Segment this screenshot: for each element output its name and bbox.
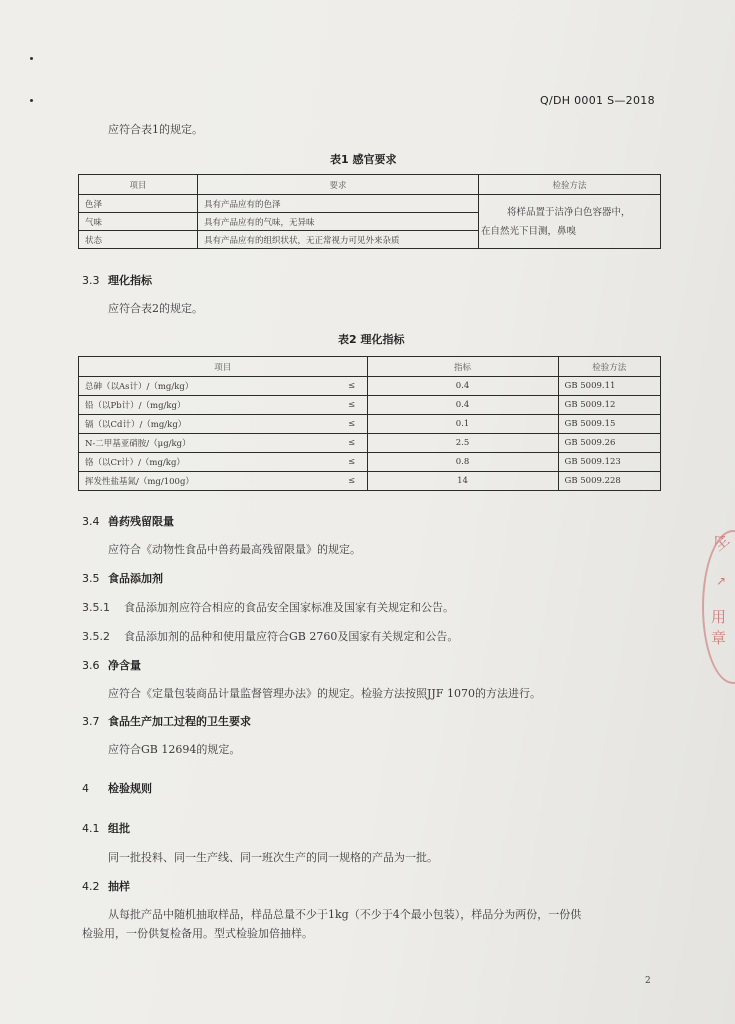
stamp-text: 用章 bbox=[711, 608, 727, 647]
section-body: 检验用，一份供复检备用。型式检验加倍抽样。 bbox=[82, 927, 313, 940]
scan-dot bbox=[30, 99, 33, 102]
section-body: 应符合GB 12694的规定。 bbox=[108, 743, 241, 756]
table-row bbox=[79, 377, 661, 396]
stamp-text: 全 bbox=[708, 529, 733, 555]
table1-cell-requirement: 具有产品应有的气味，无异味 bbox=[198, 213, 479, 231]
table2-title: 表2 理化指标 bbox=[338, 333, 405, 346]
subsection-body: 食品添加剂应符合相应的食品安全国家标准及国家有关规定和公告。 bbox=[124, 601, 454, 614]
subsection-number: 3.5.2 bbox=[82, 630, 110, 643]
table2-cell-op: ≤ bbox=[337, 415, 368, 434]
subsection bbox=[82, 599, 454, 615]
subsection bbox=[82, 628, 458, 644]
table-row bbox=[79, 396, 661, 415]
table2-cell-method: GB 5009.11 bbox=[558, 377, 660, 396]
table2-cell-item: 总砷（以As计）/（mg/kg） bbox=[79, 377, 337, 396]
subsection-body: 食品添加剂的品种和使用量应符合GB 2760及国家有关规定和公告。 bbox=[124, 630, 459, 643]
table1-method-line: 将样品置于洁净白色容器中， bbox=[507, 206, 631, 218]
section-title: 兽药残留限量 bbox=[108, 515, 174, 528]
section-title: 净含量 bbox=[108, 659, 141, 672]
sensory-table bbox=[78, 174, 661, 249]
standard-code: Q/DH 0001 S—2018 bbox=[540, 94, 655, 107]
table-row bbox=[79, 472, 661, 491]
table1-method-cell bbox=[479, 195, 661, 249]
table2-cell-op: ≤ bbox=[337, 434, 368, 453]
table2-cell-method: GB 5009.123 bbox=[558, 453, 660, 472]
table2-header-value: 指标 bbox=[367, 357, 558, 377]
section-number: 3.3 bbox=[82, 274, 100, 287]
section-heading bbox=[82, 272, 152, 288]
table2-cell-value: 0.4 bbox=[367, 377, 558, 396]
table-row bbox=[79, 195, 661, 213]
section-title: 理化指标 bbox=[108, 274, 152, 287]
section-title: 组批 bbox=[108, 822, 130, 835]
table1-method-line: 在自然光下目测，鼻嗅 bbox=[481, 225, 577, 237]
table2-cell-item: 铅（以Pb计）/（mg/kg） bbox=[79, 396, 337, 415]
table2-cell-item: 铬（以Cr计）/（mg/kg） bbox=[79, 453, 337, 472]
table1-cell-item: 气味 bbox=[79, 213, 198, 231]
physicochemical-table bbox=[78, 356, 661, 491]
table2-cell-value: 0.4 bbox=[367, 396, 558, 415]
table1-header-item: 项目 bbox=[79, 175, 198, 195]
chapter-heading bbox=[82, 780, 152, 796]
table2-cell-value: 2.5 bbox=[367, 434, 558, 453]
table2-cell-value: 14 bbox=[367, 472, 558, 491]
table2-cell-item: 挥发性盐基氮/（mg/100g） bbox=[79, 472, 337, 491]
table2-cell-op: ≤ bbox=[337, 377, 368, 396]
chapter-number: 4 bbox=[82, 782, 89, 795]
section-body: 应符合《定量包装商品计量监督管理办法》的规定。检验方法按照JJF 1070的方法进行。 bbox=[108, 687, 541, 700]
stamp-mark: ↗ bbox=[716, 574, 727, 588]
section-number: 3.7 bbox=[82, 715, 100, 728]
table2-cell-method: GB 5009.26 bbox=[558, 434, 660, 453]
table1-header-method: 检验方法 bbox=[479, 175, 661, 195]
table-row bbox=[79, 453, 661, 472]
table2-cell-op: ≤ bbox=[337, 396, 368, 415]
section-heading bbox=[82, 820, 130, 836]
table2-cell-item: N-二甲基亚硝胺/（μg/kg） bbox=[79, 434, 337, 453]
table2-header-item: 项目 bbox=[79, 357, 368, 377]
section-heading bbox=[82, 657, 141, 673]
table1-cell-requirement: 具有产品应有的色泽 bbox=[198, 195, 479, 213]
table1-title: 表1 感官要求 bbox=[330, 153, 397, 166]
section-number: 4.1 bbox=[82, 822, 100, 835]
table2-cell-value: 0.8 bbox=[367, 453, 558, 472]
section-body: 从每批产品中随机抽取样品，样品总量不少于1kg（不少于4个最小包装），样品分为两份，一份供 bbox=[108, 908, 582, 921]
page-number: 2 bbox=[645, 976, 651, 986]
section-title: 食品添加剂 bbox=[108, 572, 163, 585]
table-row bbox=[79, 434, 661, 453]
section-heading bbox=[82, 878, 130, 894]
section-number: 3.6 bbox=[82, 659, 100, 672]
chapter-title: 检验规则 bbox=[108, 782, 152, 795]
table2-cell-method: GB 5009.12 bbox=[558, 396, 660, 415]
section-heading bbox=[82, 513, 174, 529]
section-body: 应符合《动物性食品中兽药最高残留限量》的规定。 bbox=[108, 543, 361, 556]
section-heading bbox=[82, 713, 251, 729]
intro-line: 应符合表1的规定。 bbox=[108, 123, 203, 136]
scan-dot bbox=[30, 57, 33, 60]
section-title: 抽样 bbox=[108, 880, 130, 893]
table2-cell-value: 0.1 bbox=[367, 415, 558, 434]
table1-cell-requirement: 具有产品应有的组织状状，无正常视力可见外来杂质 bbox=[198, 231, 479, 249]
table2-cell-item: 镉（以Cd计）/（mg/kg） bbox=[79, 415, 337, 434]
section-heading bbox=[82, 570, 163, 586]
table2-cell-method: GB 5009.228 bbox=[558, 472, 660, 491]
table2-cell-method: GB 5009.15 bbox=[558, 415, 660, 434]
table1-cell-item: 色泽 bbox=[79, 195, 198, 213]
section-title: 食品生产加工过程的卫生要求 bbox=[108, 715, 251, 728]
section-number: 4.2 bbox=[82, 880, 100, 893]
table2-cell-op: ≤ bbox=[337, 453, 368, 472]
section-number: 3.5 bbox=[82, 572, 100, 585]
table1-header-requirement: 要求 bbox=[198, 175, 479, 195]
subsection-number: 3.5.1 bbox=[82, 601, 110, 614]
table2-header-method: 检验方法 bbox=[558, 357, 660, 377]
section-body: 同一批投料、同一生产线、同一班次生产的同一规格的产品为一批。 bbox=[108, 851, 438, 864]
section-number: 3.4 bbox=[82, 515, 100, 528]
section-body: 应符合表2的规定。 bbox=[108, 302, 203, 315]
table1-cell-item: 状态 bbox=[79, 231, 198, 249]
table2-cell-op: ≤ bbox=[337, 472, 368, 491]
table-row bbox=[79, 415, 661, 434]
